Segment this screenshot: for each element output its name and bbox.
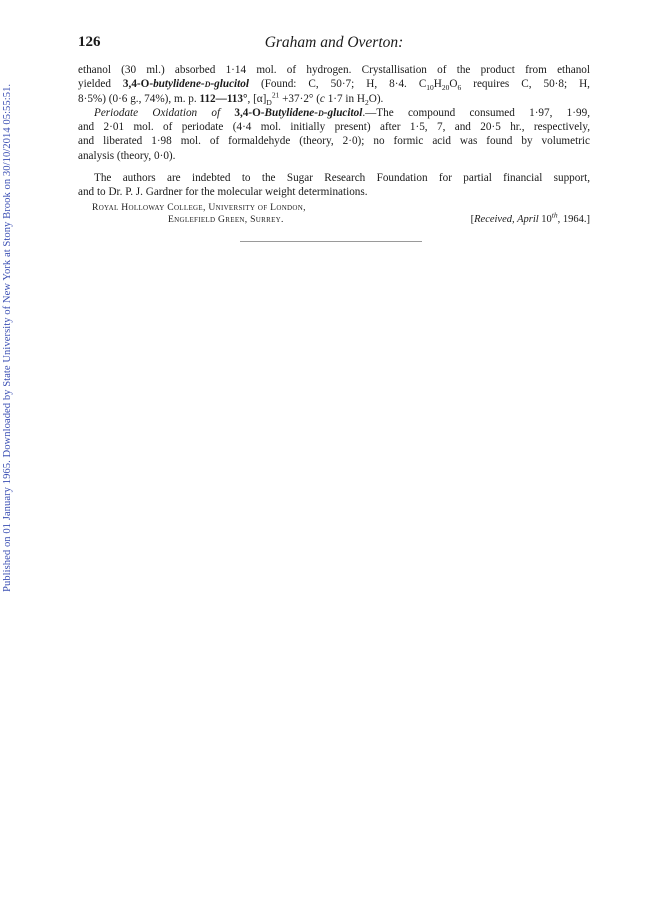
download-watermark xyxy=(2,72,16,592)
running-head: Graham and Overton: xyxy=(264,34,404,51)
paragraph-periodate-oxidation xyxy=(78,106,590,163)
text-line: and 2·01 mol. of periodate (4·4 mol. initially present) after 1·5, 7, and 20·5 hr., respectively, xyxy=(78,121,590,134)
section-title: Periodate Oxidation of xyxy=(94,106,235,119)
paragraph-hydrogenation xyxy=(78,63,590,106)
text-line: 8·5%) (0·6 g., 74%), m. p. 112—113°, $[\alpha]_D^{21} +37\cdot 2^\circ$ (c 1·7 in $H_2O$). xyxy=(78,89,384,107)
paragraph-acknowledgements xyxy=(78,171,590,200)
text-line: and liberated 1·98 mol. of formaldehyde (theory, 2·0); no formic acid was found by volumetric xyxy=(78,135,590,148)
page-number: 126 xyxy=(78,34,101,50)
download-watermark-text: Published on 01 January 1965. Downloaded by State University of New York at Stony Brook on 30/10/2014 05:55:51. xyxy=(2,83,13,592)
article-body xyxy=(78,63,590,200)
text-line: The authors are indebted to the Sugar Research Foundation for partial financial support, xyxy=(94,172,590,185)
text-line: and to Dr. P. J. Gardner for the molecular weight determinations. xyxy=(78,186,368,199)
text-line: analysis (theory, 0·0). xyxy=(78,149,176,162)
text-line: Periodate Oxidation of 3,4-O-Butylidene-d-glucitol.—The compound consumed 1·97, 1·99, xyxy=(94,106,590,119)
compound-name: 3,4-O-butylidene-d-glucitol xyxy=(122,78,249,91)
received-date: [Received, April 10th, 1964.] xyxy=(470,210,590,225)
end-rule xyxy=(240,241,422,242)
page-header xyxy=(78,34,590,56)
text-line: yielded 3,4-O-butylidene-d-glucitol (Found: C, 50·7; H, 8·4. $C_{10}H_{20}O_6$ requires C, 50·8; H, xyxy=(78,78,590,93)
affiliation-institution: Royal Holloway College, University of London, xyxy=(92,202,306,213)
text-line: ethanol (30 ml.) absorbed 1·14 mol. of hydrogen. Crystallisation of the product from ethanol xyxy=(78,64,590,76)
affiliation-address: Englefield Green, Surrey. xyxy=(168,214,284,225)
